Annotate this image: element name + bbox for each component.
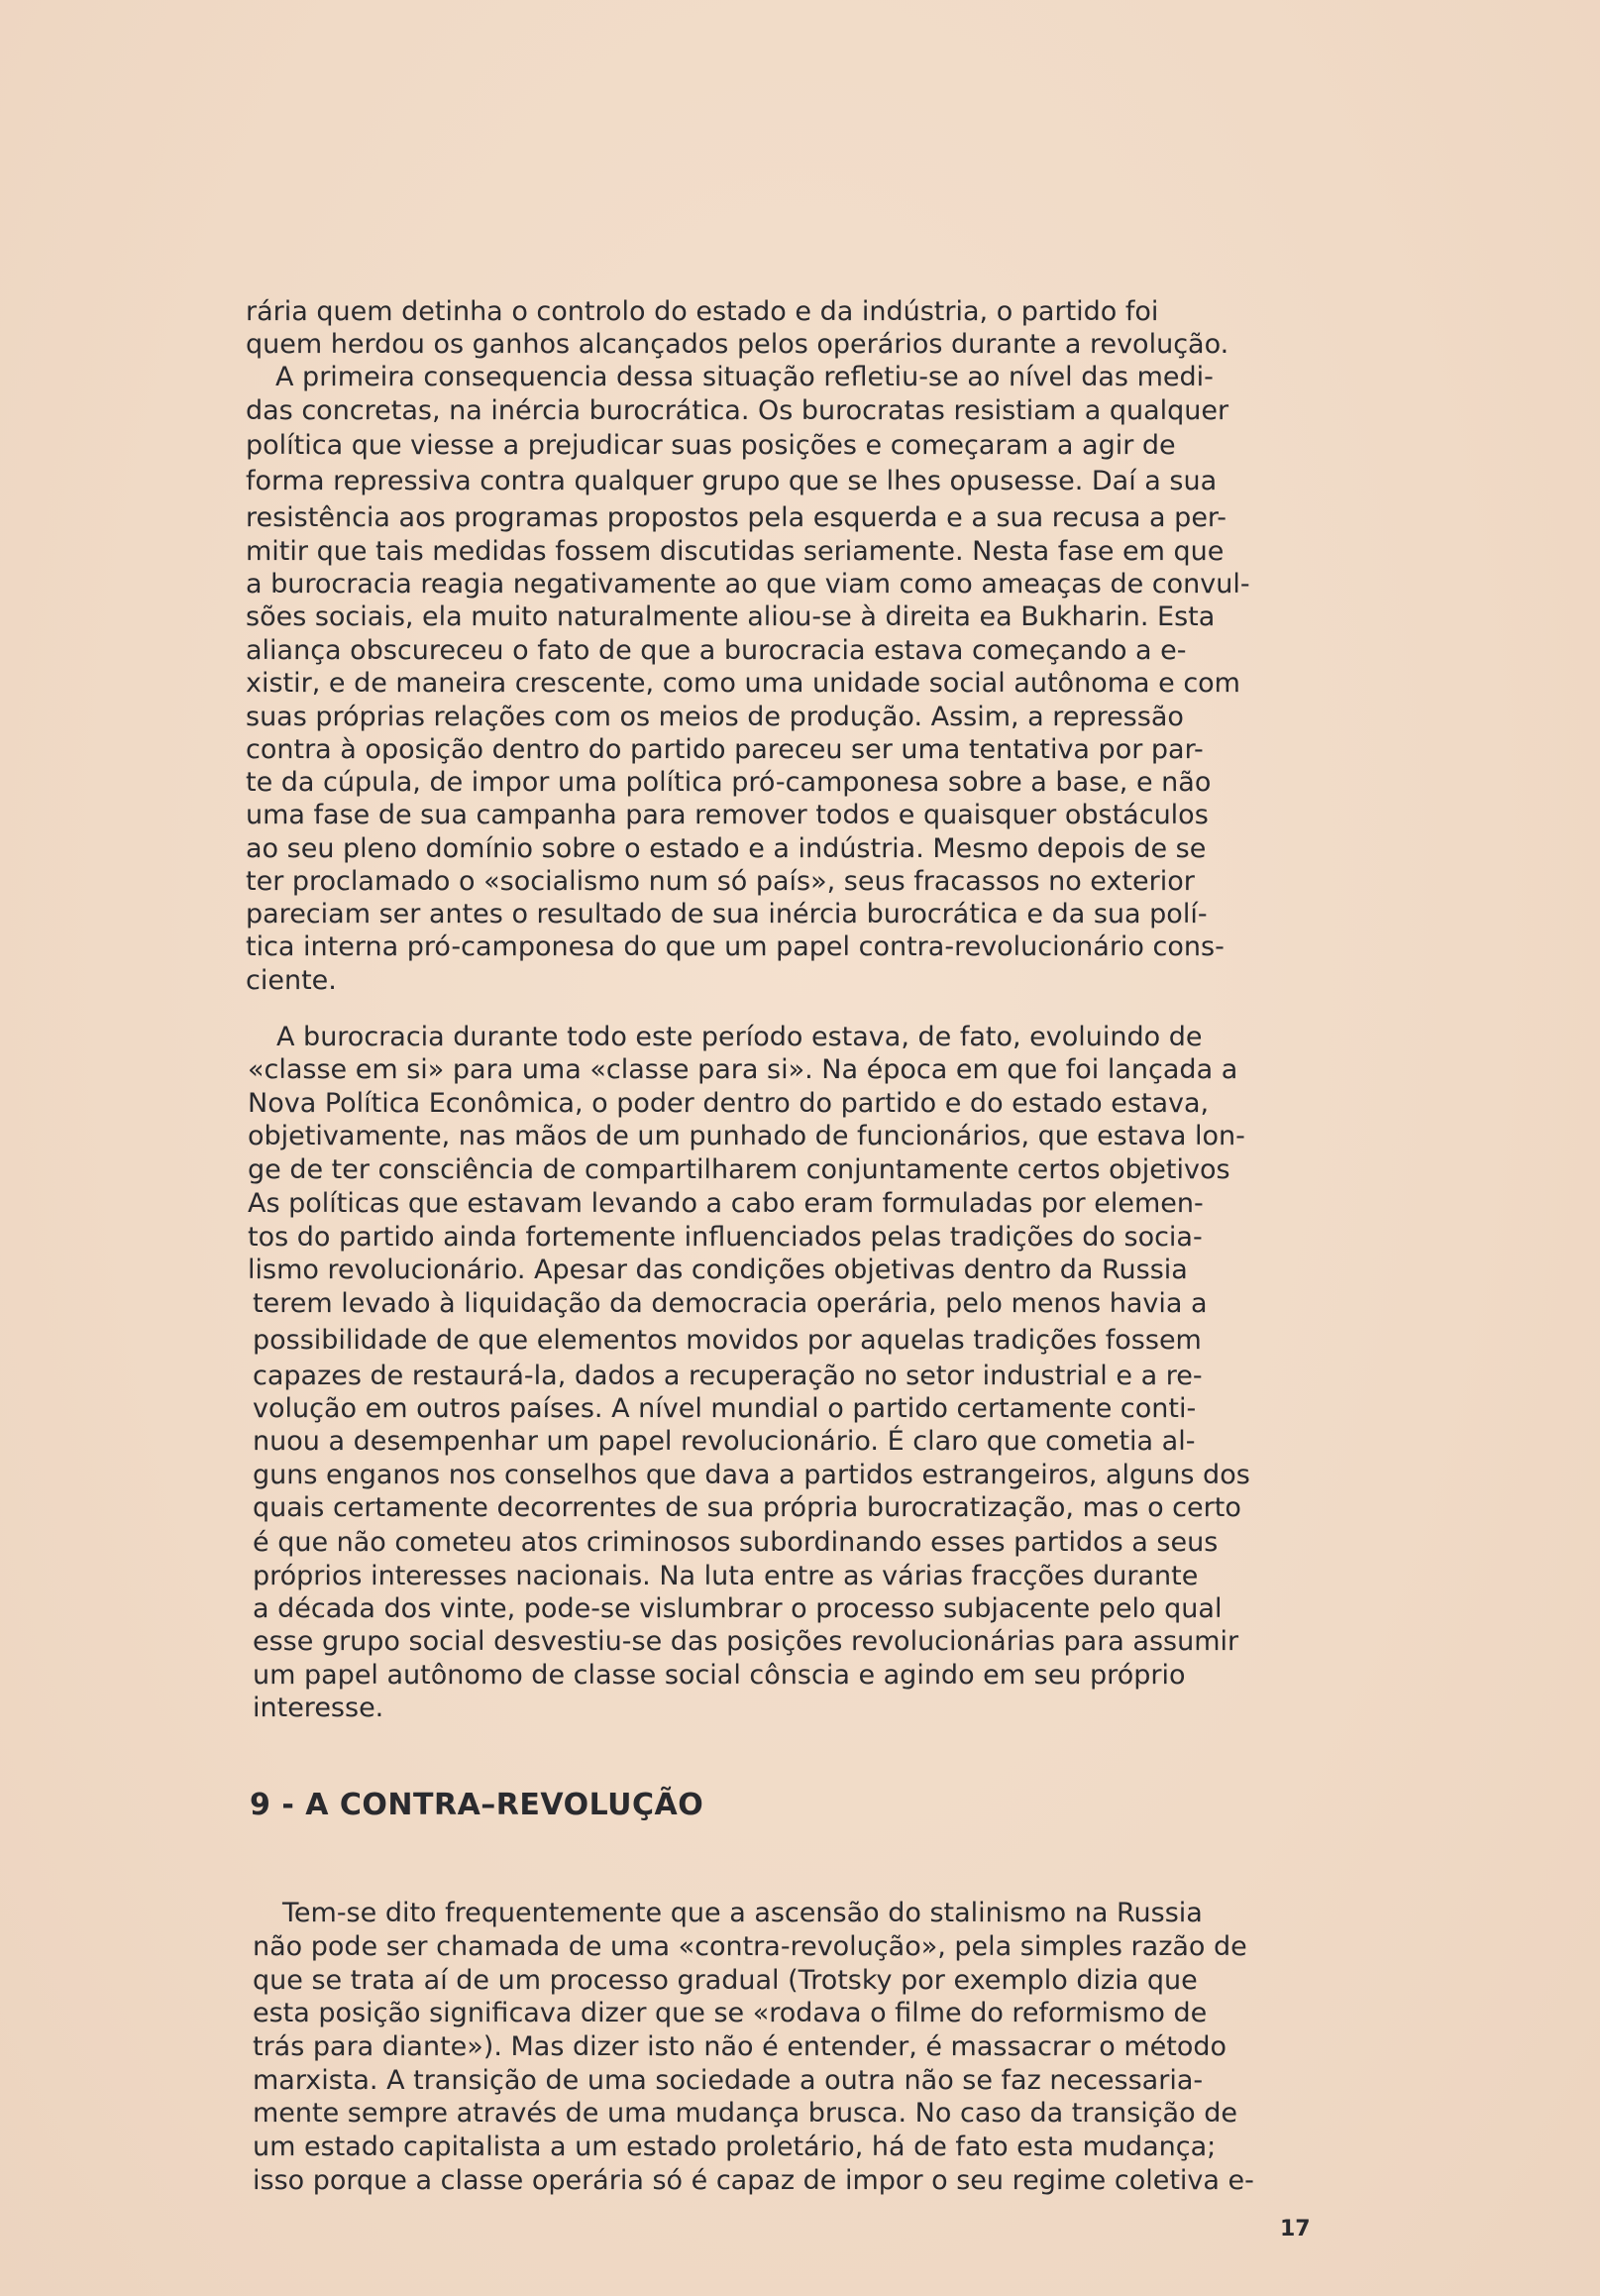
text-line: esse grupo social desvestiu-se das posições revolucionárias para assumir <box>253 1626 1239 1657</box>
text-line: suas próprias relações com os meios de produção. Assim, a repressão <box>246 702 1184 732</box>
text-line: rária quem detinha o controlo do estado e da indústria, o partido foi <box>246 296 1159 327</box>
text-line: quais certamente decorrentes de sua própria burocratização, mas o certo <box>253 1492 1241 1523</box>
page-number: 17 <box>1280 2217 1311 2241</box>
text-line: lismo revolucionário. Apesar das condições objetivas dentro da Russia <box>248 1255 1188 1285</box>
text-line: resistência aos programas propostos pela esquerda e a sua recusa a per- <box>246 502 1227 533</box>
text-line: Nova Política Econômica, o poder dentro do partido e do estado estava, <box>248 1088 1210 1119</box>
text-line: guns enganos nos conselhos que dava a partidos estrangeiros, alguns dos <box>253 1460 1250 1490</box>
text-line: A burocracia durante todo este período estava, de fato, evoluindo de <box>276 1022 1203 1052</box>
text-line: aliança obscureceu o fato de que a burocracia estava começando a e- <box>246 635 1187 666</box>
text-line: isso porque a classe operária só é capaz de impor o seu regime coletiva e- <box>253 2165 1254 2196</box>
text-line: mente sempre através de uma mudança brusca. No caso da transição de <box>253 2098 1237 2129</box>
text-line: é que não cometeu atos criminosos subordinando esses partidos a seus <box>253 1527 1219 1558</box>
text-line: quem herdou os ganhos alcançados pelos operários durante a revolução. <box>246 329 1229 360</box>
text-line: interesse. <box>253 1693 384 1723</box>
text-line: contra à oposição dentro do partido pareceu ser uma tentativa por par- <box>246 734 1204 765</box>
text-line: esta posição significava dizer que se «rodava o filme do reformismo de <box>253 1998 1208 2028</box>
text-line: As políticas que estavam levando a cabo eram formuladas por elemen- <box>248 1188 1204 1219</box>
text-line: possibilidade de que elementos movidos por aquelas tradições fossem <box>253 1325 1202 1356</box>
text-line: objetivamente, nas mãos de um punhado de funcionários, que estava lon- <box>248 1121 1245 1151</box>
text-line: não pode ser chamada de uma «contra-revolução», pela simples razão de <box>253 1931 1247 1962</box>
text-line: próprios interesses nacionais. Na luta entre as várias fracções durante <box>253 1561 1199 1591</box>
text-line: ciente. <box>246 965 337 996</box>
text-line: forma repressiva contra qualquer grupo que se lhes opusesse. Daí a sua <box>246 466 1218 496</box>
text-line: te da cúpula, de impor uma política pró-camponesa sobre a base, e não <box>246 767 1212 798</box>
text-line: das concretas, na inércia burocrática. Os burocratas resistiam a qualquer <box>246 395 1229 426</box>
text-line: capazes de restaurá-la, dados a recuperação no setor industrial e a re- <box>253 1361 1203 1391</box>
text-line: «classe em si» para uma «classe para si». Na época em que foi lançada a <box>248 1054 1238 1085</box>
text-line: ge de ter consciência de compartilharem conjuntamente certos objetivos <box>248 1154 1230 1185</box>
text-line: a década dos vinte, pode-se vislumbrar o processo subjacente pelo qual <box>253 1593 1223 1624</box>
text-line: pareciam ser antes o resultado de sua inércia burocrática e da sua polí- <box>246 899 1208 929</box>
text-line: política que viesse a prejudicar suas posições e começaram a agir de <box>246 430 1176 461</box>
text-line: volução em outros países. A nível mundial o partido certamente conti- <box>253 1393 1197 1424</box>
text-line: marxista. A transição de uma sociedade a outra não se faz necessaria- <box>253 2065 1204 2096</box>
text-line: um papel autônomo de classe social cônscia e agindo em seu próprio <box>253 1660 1186 1691</box>
text-line: A primeira consequencia dessa situação refletiu-se ao nível das medi- <box>275 362 1214 392</box>
section-heading: 9 - A CONTRA–REVOLUÇÃO <box>250 1788 704 1822</box>
text-line: um estado capitalista a um estado proletário, há de fato esta mudança; <box>253 2132 1217 2162</box>
text-line: sões sociais, ela muito naturalmente aliou-se à direita ea Bukharin. Esta <box>246 601 1216 632</box>
text-line: Tem-se dito frequentemente que a ascensão do stalinismo na Russia <box>282 1898 1203 1928</box>
text-line: tos do partido ainda fortemente influenciados pelas tradições do socia- <box>248 1222 1203 1253</box>
text-line: mitir que tais medidas fossem discutidas seriamente. Nesta fase em que <box>246 536 1225 567</box>
text-line: trás para diante»). Mas dizer isto não é entender, é massacrar o método <box>253 2031 1227 2062</box>
text-line: xistir, e de maneira crescente, como uma unidade social autônoma e com <box>246 668 1240 699</box>
text-line: ter proclamado o «socialismo num só país», seus fracassos no exterior <box>246 866 1195 897</box>
text-line: terem levado à liquidação da democracia operária, pelo menos havia a <box>253 1288 1208 1319</box>
text-line: uma fase de sua campanha para remover todos e quaisquer obstáculos <box>246 800 1209 830</box>
text-line: ao seu pleno domínio sobre o estado e a indústria. Mesmo depois de se <box>246 833 1207 864</box>
text-line: que se trata aí de um processo gradual (Trotsky por exemplo dizia que <box>253 1965 1198 1996</box>
text-line: tica interna pró-camponesa do que um papel contra-revolucionário cons- <box>246 931 1225 962</box>
text-line: a burocracia reagia negativamente ao que viam como ameaças de convul- <box>246 569 1250 600</box>
text-line: nuou a desempenhar um papel revolucionário. É claro que cometia al- <box>253 1426 1196 1457</box>
